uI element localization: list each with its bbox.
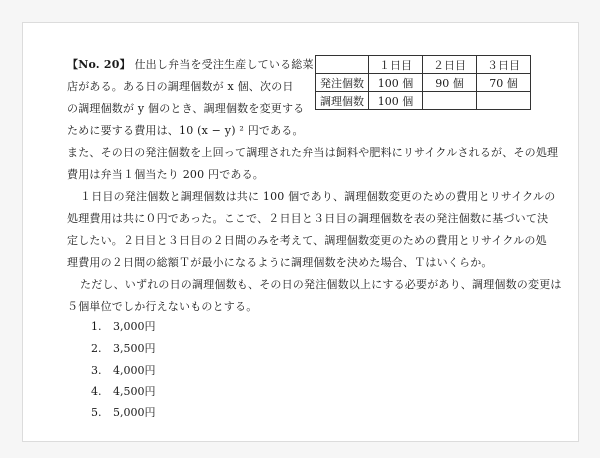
choice-number: 2.: [91, 342, 102, 355]
table-row: [316, 92, 531, 110]
table-cell: [423, 92, 477, 110]
body-line-7: ただし、いずれの日の調理個数も、その日の発注個数以上にする必要があり、調理個数の変更は: [80, 278, 562, 291]
order-table: [315, 55, 531, 110]
choice-text: 3,000円: [113, 320, 156, 333]
choice-text: 3,500円: [113, 342, 156, 355]
table-cell: 発注個数: [316, 74, 369, 92]
choice-item: [91, 364, 156, 378]
choice-item: [91, 385, 156, 399]
choice-text: 5,000円: [113, 406, 156, 419]
table-header-cell: ３日目: [477, 56, 531, 74]
choice-number: 3.: [91, 364, 102, 377]
choice-number: 4.: [91, 385, 102, 398]
table-cell: 100 個: [369, 74, 423, 92]
table-cell: 100 個: [369, 92, 423, 110]
problem-intro-line-2: 店がある。ある日の調理個数が x 個、次の日: [67, 80, 294, 93]
problem-intro-line-1: 【No. 20】 仕出し弁当を受注生産している総菜: [67, 58, 314, 71]
table-header-cell: １日目: [369, 56, 423, 74]
choice-item: [91, 320, 156, 334]
body-line-6: 理費用の２日間の総額Ｔが最小になるように調理個数を決めた場合、Ｔはいくらか。: [67, 256, 493, 269]
table-cell: 90 個: [423, 74, 477, 92]
problem-intro-line-4: ために要する費用は、10 (x − y) ² 円である。: [67, 124, 304, 137]
body-line-3: １日目の発注個数と調理個数は共に 100 個であり、調理個数変更のための費用とリサイクルの: [80, 190, 556, 203]
problem-number: 【No. 20】: [67, 58, 131, 71]
body-line-8: ５個単位でしか行えないものとする。: [67, 300, 258, 313]
choice-number: 1.: [91, 320, 102, 333]
problem-intro-line-3: の調理個数が y 個のとき、調理個数を変更する: [67, 102, 305, 115]
table-row: [316, 74, 531, 92]
choice-text: 4,500円: [113, 385, 156, 398]
table-header-cell: [316, 56, 369, 74]
table-cell: 70 個: [477, 74, 531, 92]
choice-number: 5.: [91, 406, 102, 419]
body-line-2: 費用は弁当１個当たり 200 円である。: [67, 168, 264, 181]
table-cell: 調理個数: [316, 92, 369, 110]
table-header-cell: ２日目: [423, 56, 477, 74]
table-header-row: [316, 56, 531, 74]
choice-text: 4,000円: [113, 364, 156, 377]
table-cell: [477, 92, 531, 110]
choice-item: [91, 406, 156, 420]
document-page: [22, 22, 579, 442]
choice-item: [91, 342, 156, 356]
body-line-1: また、その日の発注個数を上回って調理された弁当は飼料や肥料にリサイクルされるが、その処理: [67, 146, 559, 159]
body-line-5: 定したい。２日目と３日目の２日間のみを考えて、調理個数変更のための費用とリサイクルの処: [67, 234, 547, 247]
body-line-4: 処理費用は共に０円であった。ここで、２日目と３日目の調理個数を表の発注個数に基づいて決: [67, 212, 549, 225]
